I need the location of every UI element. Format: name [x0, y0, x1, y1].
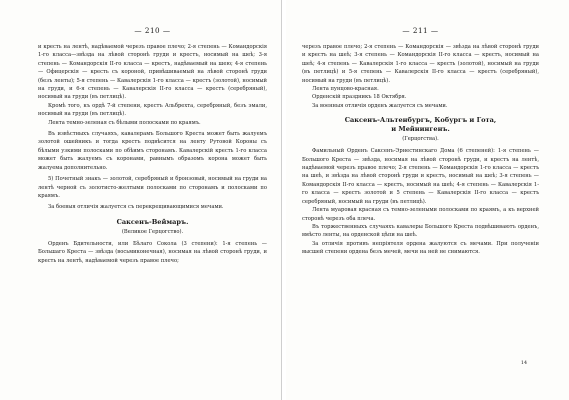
right-page-number: — 211 — — [402, 26, 439, 35]
paragraph: Въ торжественныхъ случаяхъ кавалеры Большого Креста подвѣшиваютъ орденъ, вмѣсто ленты, на орденской цѣпи на шеѣ. — [302, 223, 539, 239]
left-page — [0, 0, 282, 400]
section-subheading: (Великое Герцогство). — [121, 228, 184, 235]
paragraph: За боевыя отличія жалуется съ перекрещивающимися мечами. — [48, 204, 224, 211]
right-page — [286, 0, 569, 400]
section-heading: Саксенъ-Веймаръ. — [116, 217, 189, 226]
section-heading: Саксенъ-Альтенбургъ, Кобургъ и Гота, и Мейнингенъ. — [344, 116, 497, 134]
paragraph: и кресть на лентѣ, надѣваемой черезъ правое плечо; 2-я степень — Командорскія 1-го класса—звѣзда на лѣвой сторонѣ груди и крестъ, носимый на шеѣ; 3-я степень — Командорскія II-го класса — крестъ, надѣваемый на шею; 4-я степень — Офицерскія — кресть съ короной, привѣшиваемый на лѣвой сторонѣ груди (безъ ленты); 5-я степень — Кавалерскія 1-го класса — крестъ (золотой), носимый на груди, и 6-я степень — Кавалерскія II-го класса — крестъ (серебряный), носимый на груди (въ петлицѣ). — [38, 44, 267, 101]
paragraph: Фамильный Орденъ Саксенъ-Эрнестинскаго Дома (6 степеней): 1-я степень — Большого Креста — звѣзда, носимая на лѣвой сторонѣ груди, и крестъ на лентѣ, надѣваемой черезъ правое плечо; 2-я степень — Командорскія 1-го класса — крестъ на шеѣ, и звѣзда на лѣвой сторонѣ груди и крестъ, носимый на шеѣ; 3-я степень — Командорскія II-го класса — крестъ, носимый на шеѣ; 4-я степень — Кавалерскія 1-го класса — крестъ золотой и 5 степень — Кавалерскія II-го класса — крестъ серебряный, носимый на груди (въ петлицѣ). — [302, 148, 539, 205]
paragraph: 5) Почетный знакъ — золотой, серебряный и бронзовый, носимый на груди на лентѣ черной съ золотисто-желтыми полосками по сторонамъ и полосками по краямъ. — [38, 176, 267, 199]
paragraph: Лента пунцово-красная. — [312, 86, 379, 93]
paragraph: Лента муаровая красная съ темно-зелеными полосками по краямъ, а къ верхней сторонѣ черезъ оба плеча. — [302, 207, 539, 222]
paragraph: Орденъ Бдительности, или Бѣлаго Сокола (3 степени): 1-я степень — Большаго Креста — звѣзда (восьмиконечная), носимая на лѣвой сторонѣ груди, и кресть на лентѣ, надѣваемой черезъ правое плечо; — [38, 240, 267, 264]
paragraph: Кромѣ того, къ ордѣ 7-й степени, крестъ Альбрехта, серебряный, безъ эмали, носимый на груди (въ петлицѣ). — [38, 102, 267, 118]
right-page-body — [302, 43, 539, 257]
paragraph: За отличія противъ непріятеля ордена жалуются съ мечами. При полученіи высшей степени ордена безъ мечей, мечи на ней не снимаются. — [302, 240, 539, 256]
section-subheading: (Герцогства). — [402, 136, 439, 143]
paragraph: Въ извѣстныхъ случаяхъ, кавалерамъ Большого Креста может быть жалуемъ золотой ошейникъ и тогда крестъ подвѣсится на ленту Рутовой Короны съ бѣлыми узкими полосками по обѣимъ сторонамъ. Кавалерскій кресть 1-го класса может быть жалуемъ съ коронами, равнымъ образомъ корона может быть жалуема дополнительно. — [38, 131, 267, 171]
paragraph: черезъ правое плечо; 2-я степень — Командорскія — звѣзда на лѣвой сторонѣ груди и крестъ на шеѣ; 3-я степень — Командорскія II-го класса — крестъ, носимый на шеѣ; 4-я степень — Кавалерскія 1-го класса — кресть (золотой), носимый на груди (въ петлицѣ) и 5-я степень — Кавалерскія II-го класса — крестъ (серебряный), носимый на груди (въ петлицѣ). — [302, 44, 539, 84]
printer-signature: 14 — [520, 361, 527, 366]
paragraph: Орденскій праздникъ 18 Октября. — [312, 94, 407, 101]
left-page-body — [38, 43, 267, 265]
paragraph: Лента темно-зеленая съ бѣлыми полосками по краямъ. — [48, 119, 201, 126]
left-page-number: — 210 — — [134, 26, 171, 35]
paragraph: За военныя отличія орденъ жалуется съ мечами. — [312, 102, 448, 109]
